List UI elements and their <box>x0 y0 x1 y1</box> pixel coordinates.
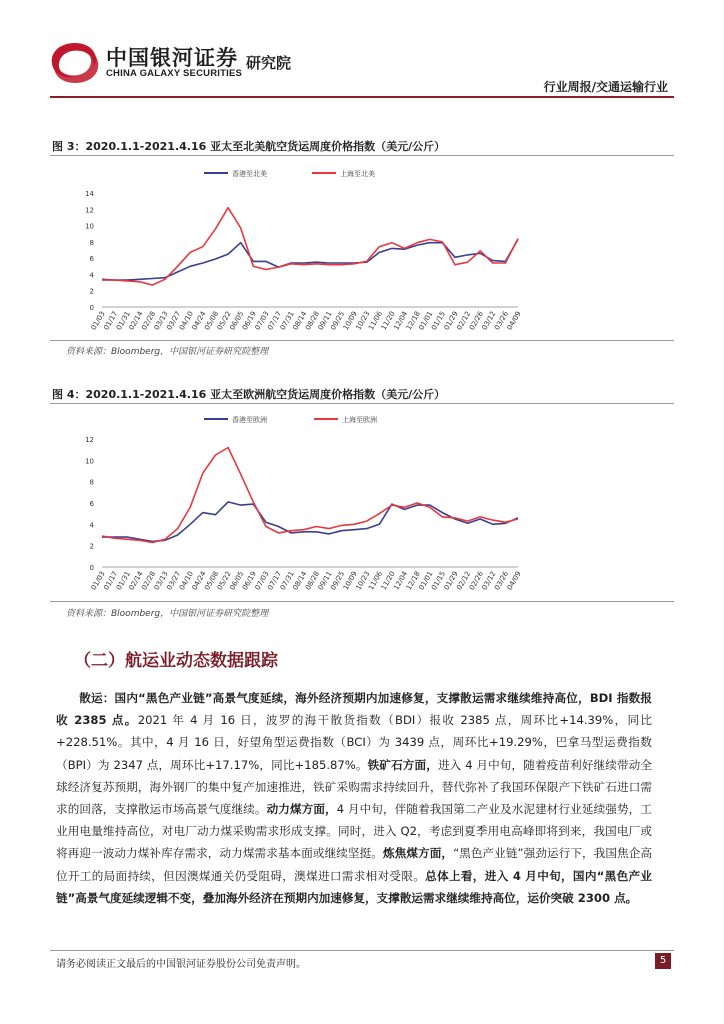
x-tick-label: 09/25 <box>329 570 347 592</box>
x-tick-label: 02/28 <box>140 570 158 592</box>
summary-text: 总体上看，进入 4 月中旬，国内“黑色产业链”高景气度延续逻辑不变，叠加海外经济在预期内加速修复，支撑散运需求继续维持高位，运价突破 2300 点。 <box>56 868 652 905</box>
x-tick-label: 10/09 <box>341 570 359 592</box>
figure-3-source: 资料来源：Bloomberg，中国银河证券研究院整理 <box>66 347 269 357</box>
x-tick-label: 03/27 <box>165 310 183 332</box>
x-tick-label: 09/25 <box>329 310 347 332</box>
report-category: 行业周报/交通运输行业 <box>543 80 668 94</box>
x-tick-label: 12/04 <box>392 570 410 592</box>
x-tick-label: 06/19 <box>240 570 259 592</box>
y-tick-label: 8 <box>89 478 94 487</box>
x-tick-label: 02/12 <box>455 310 473 332</box>
x-tick-label: 02/26 <box>467 310 485 332</box>
footer-divider <box>50 950 674 951</box>
x-tick-label: 01/31 <box>114 570 132 592</box>
x-tick-label: 04/10 <box>177 570 195 592</box>
x-tick-label: 10/23 <box>354 310 372 332</box>
y-tick-label: 4 <box>89 271 94 280</box>
header-divider <box>50 96 674 98</box>
x-tick-label: 02/14 <box>127 570 145 592</box>
x-tick-label: 01/31 <box>114 310 132 332</box>
x-tick-label: 05/08 <box>203 570 221 592</box>
x-tick-label: 08/14 <box>291 570 309 592</box>
y-tick-label: 10 <box>85 222 94 231</box>
x-tick-label: 07/31 <box>278 310 296 332</box>
x-tick-label: 04/09 <box>505 570 523 592</box>
galaxy-logo-icon <box>48 40 102 86</box>
series-line-shanghai <box>102 208 518 285</box>
x-tick-label: 07/17 <box>266 310 284 332</box>
x-tick-label: 12/04 <box>392 310 410 332</box>
x-tick-label: 03/12 <box>480 310 498 332</box>
bdi-stats: 2021 年 4 月 16 日，波罗的海干散货指数（BDI）报收 2385 点，周环比+14.39%，同比+228.51%。其中，4 月 16 日，好望角型运费指数（BCI）为 3439 点，周环比+19.29%，巴拿马型运费指数（BPI）为 2347 点，周环比+17.17%，同比+185.87%。 <box>56 713 652 772</box>
x-tick-label: 01/01 <box>417 310 435 332</box>
x-tick-label: 07/17 <box>266 570 284 592</box>
x-tick-label: 01/17 <box>102 570 120 592</box>
x-tick-label: 01/17 <box>102 310 120 332</box>
x-tick-label: 04/10 <box>177 310 195 332</box>
x-tick-label: 03/13 <box>152 570 170 592</box>
legend-label: 上海至欧洲 <box>342 416 377 424</box>
x-tick-label: 07/03 <box>253 570 271 592</box>
thermal-coal-text: 4 月中旬，伴随着我国第二产业及水泥建材行业延续强势，工业用电量维持高位，对电厂动力煤采购需求形成支撑。同时，进入 Q2，考虑到夏季用电高峰即将到来，我国电厂或将再迎一波动力煤补库存需求，动力煤需求基本面或继续坚挺。 <box>56 802 652 861</box>
x-tick-label: 08/28 <box>304 310 322 332</box>
figure-3-bottom-divider <box>50 340 674 341</box>
x-tick-label: 01/15 <box>430 570 448 592</box>
x-tick-label: 01/29 <box>442 310 460 332</box>
x-tick-label: 11/20 <box>379 570 397 592</box>
x-tick-label: 03/26 <box>493 310 511 332</box>
x-tick-label: 09/11 <box>316 310 334 332</box>
x-tick-label: 10/23 <box>354 570 372 592</box>
x-tick-label: 03/27 <box>165 570 183 592</box>
x-tick-label: 06/19 <box>240 310 259 332</box>
x-tick-label: 05/22 <box>215 570 233 592</box>
x-tick-label: 08/14 <box>291 310 309 332</box>
body-paragraph <box>56 687 652 909</box>
x-tick-label: 02/26 <box>467 570 485 592</box>
figure-4-title: 图 4：2020.1.1-2021.4.16 亚太至欧洲航空货运周度价格指数（美元/公斤） <box>52 388 446 401</box>
y-tick-label: 2 <box>89 287 94 296</box>
thermal-coal-lead: 动力煤方面， <box>266 802 337 817</box>
x-tick-label: 01/03 <box>89 310 107 332</box>
x-tick-label: 06/05 <box>228 310 246 332</box>
x-tick-label: 09/11 <box>316 570 334 592</box>
x-tick-label: 01/03 <box>89 570 107 592</box>
x-tick-label: 07/03 <box>253 310 271 332</box>
x-tick-label: 12/18 <box>404 570 422 592</box>
y-tick-label: 6 <box>89 500 94 508</box>
page-number: 5 <box>655 953 671 969</box>
brand-name-cn: 中国银河证券 <box>106 46 238 70</box>
figure-4-source: 资料来源：Bloomberg，中国银河证券研究院整理 <box>66 609 269 619</box>
series-line-hongkong <box>102 239 518 280</box>
y-tick-label: 8 <box>89 238 94 247</box>
figure-4-bottom-divider <box>50 601 674 602</box>
y-tick-label: 0 <box>89 564 94 572</box>
footer-disclaimer: 请务必阅读正文最后的中国银河证券股份公司免责声明。 <box>56 959 306 970</box>
y-tick-label: 4 <box>89 521 94 530</box>
page-header <box>0 0 724 100</box>
x-tick-label: 04/09 <box>505 310 523 332</box>
coking-coal-text: “黑色产业链”强劲运行下，我国焦企高位开工的局面持续，但因澳煤通关仍受阻碍，澳煤进口需求相对受限。 <box>56 846 652 883</box>
x-tick-label: 02/28 <box>140 310 158 332</box>
y-tick-label: 12 <box>85 206 94 215</box>
x-tick-label: 11/06 <box>367 570 385 592</box>
legend-label: 香港至北美 <box>232 170 267 178</box>
figure-4-divider <box>50 403 674 404</box>
y-tick-label: 2 <box>89 542 94 551</box>
figure-3-title: 图 3：2020.1.1-2021.4.16 亚太至北美航空货运周度价格指数（美元/公斤） <box>52 140 446 153</box>
iron-ore-lead: 铁矿石方面， <box>367 757 438 772</box>
x-tick-label: 10/09 <box>341 310 359 332</box>
figure-3-divider <box>50 155 674 156</box>
series-line-hongkong <box>102 502 518 542</box>
x-tick-label: 06/05 <box>228 570 246 592</box>
x-tick-label: 11/06 <box>367 310 385 332</box>
x-tick-label: 07/31 <box>278 570 296 592</box>
x-tick-label: 01/15 <box>430 310 448 332</box>
x-tick-label: 01/01 <box>417 570 435 592</box>
institute-label: 研究院 <box>246 54 292 72</box>
section-title: （二）航运业动态数据跟踪 <box>74 651 278 671</box>
x-tick-label: 02/12 <box>455 570 473 592</box>
x-tick-label: 01/29 <box>442 570 460 592</box>
x-tick-label: 12/18 <box>404 310 422 332</box>
series-line-shanghai <box>102 448 518 543</box>
y-tick-label: 14 <box>85 190 94 198</box>
y-tick-label: 12 <box>85 436 94 444</box>
x-tick-label: 03/13 <box>152 310 170 332</box>
legend-label: 上海至北美 <box>340 170 375 178</box>
y-tick-label: 10 <box>85 457 94 466</box>
x-tick-label: 04/24 <box>190 310 208 332</box>
chart-asia-europe <box>52 405 532 600</box>
x-tick-label: 03/12 <box>480 570 498 592</box>
y-tick-label: 6 <box>89 255 94 264</box>
x-tick-label: 02/14 <box>127 310 145 332</box>
x-tick-label: 08/28 <box>304 570 322 592</box>
x-tick-label: 03/26 <box>493 570 511 592</box>
coking-coal-lead: 炼焦煤方面， <box>382 846 454 861</box>
dry-bulk-lead: 散运：国内“黑色产业链”高景气度延续，海外经济预期内加速修复，支撑散运需求继续维持高位，BDI 指数报收 2385 点。 <box>56 691 652 728</box>
y-tick-label: 0 <box>89 304 94 312</box>
iron-ore-text: 进入 4 月中旬，随着疫苗利好继续带动全球经济复苏预期，海外钢厂的集中复产加速推进，铁矿采购需求持续回升，替代弥补了我国环保限产下铁矿石进口需求的回落，支撑散运市场高景气度继续。 <box>56 757 652 817</box>
chart-asia-north-america <box>52 160 532 340</box>
legend-label: 香港至欧洲 <box>232 416 267 424</box>
x-tick-label: 05/22 <box>215 310 233 332</box>
brand-name-en: CHINA GALAXY SECURITIES <box>106 68 243 79</box>
x-tick-label: 05/08 <box>203 310 221 332</box>
x-tick-label: 11/20 <box>379 310 397 332</box>
x-tick-label: 04/24 <box>190 570 208 592</box>
